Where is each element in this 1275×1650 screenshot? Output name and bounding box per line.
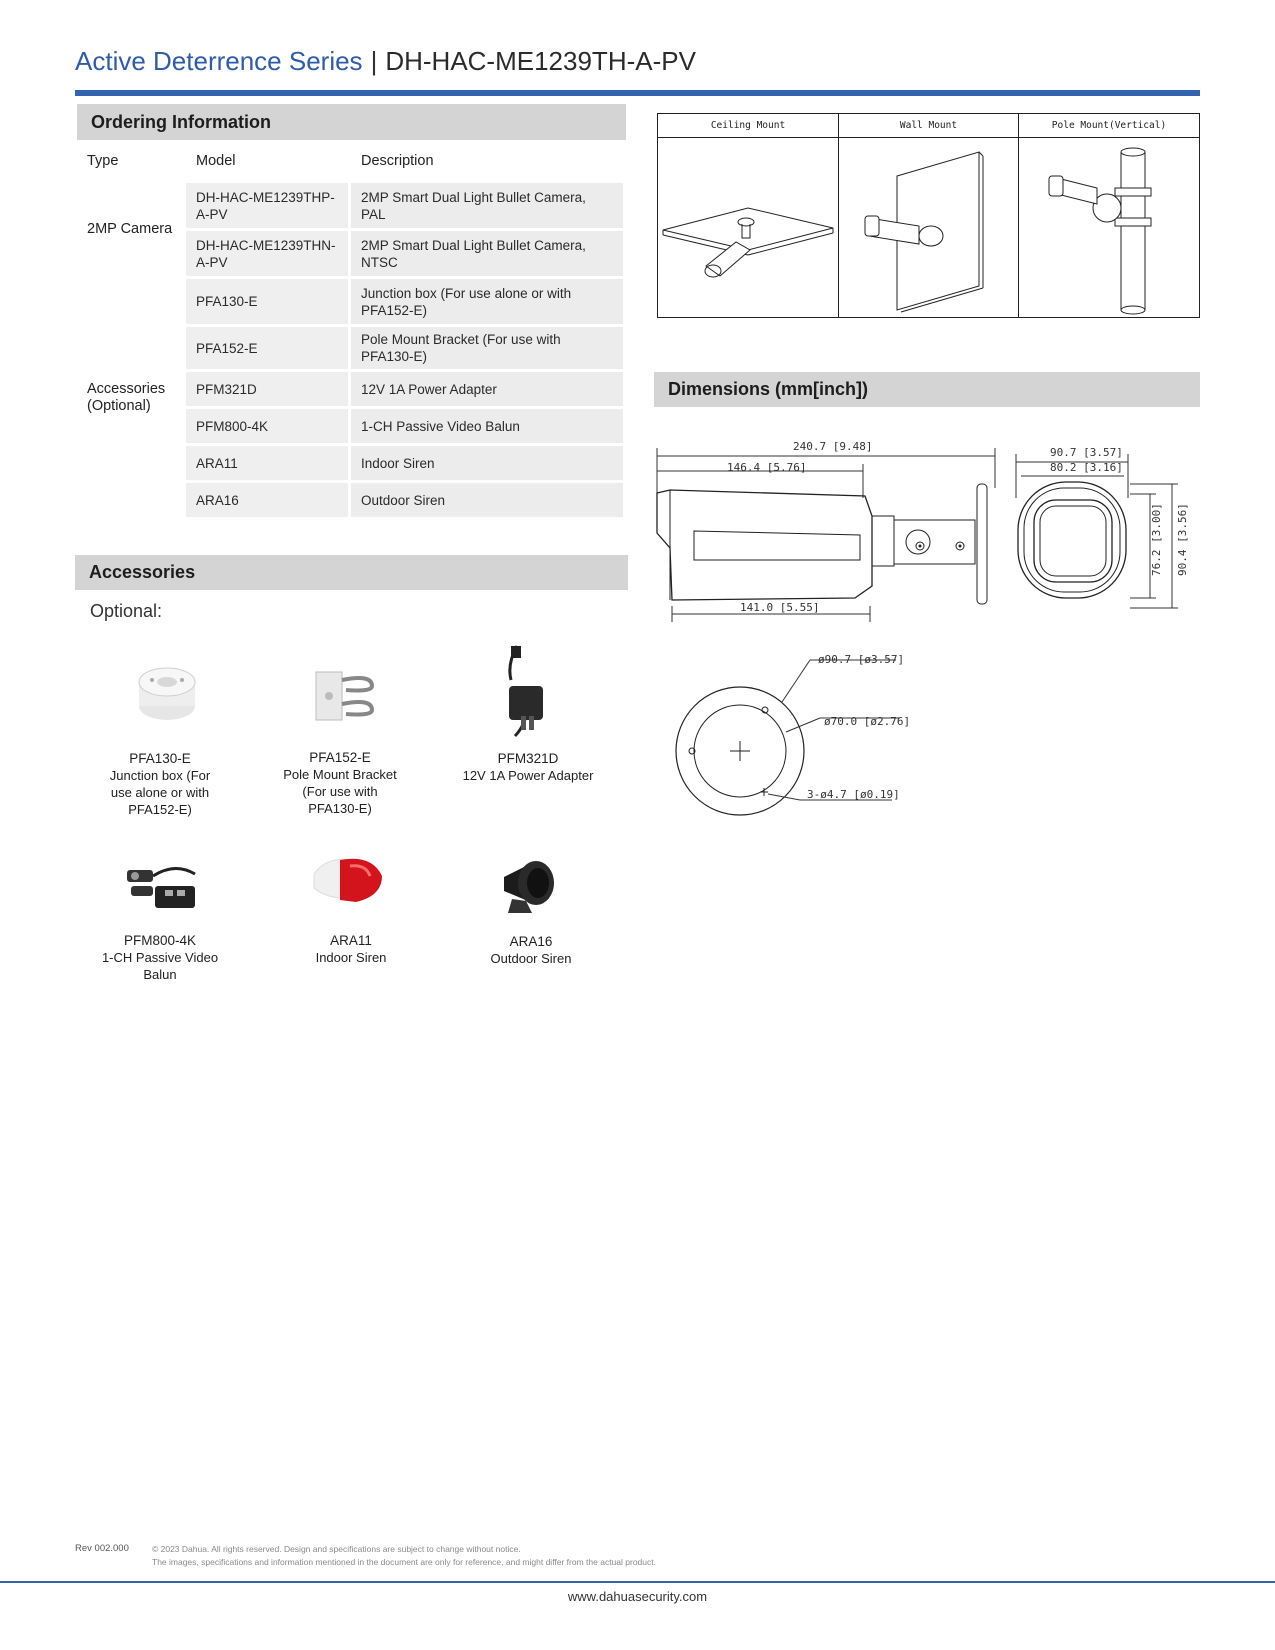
col-description-header: Description [351,143,623,180]
accessory-desc: Indoor Siren [315,950,387,965]
outdoor-siren-icon [498,855,560,917]
col-model-header: Model [186,143,348,180]
dim-body-length: 146.4 [5.76] [727,461,807,474]
dim-width-inner: 80.2 [3.16] [1050,461,1123,474]
junction-box-icon [132,660,202,726]
description-cell: 12V 1A Power Adapter [351,372,623,406]
accessories-title: Accessories [89,562,196,582]
accessory-name: PFA130-E [129,751,191,766]
dim-base-inner-dia: ø70.0 [ø2.76] [824,715,911,728]
wall-mount-drawing [839,138,1019,316]
page-title [75,46,696,77]
ceiling-mount-cell [658,114,839,317]
type-cell-camera: 2MP Camera [77,183,183,276]
accessory-name: PFM800-4K [123,933,197,948]
website-link[interactable]: www.dahuasecurity.com [567,1589,708,1604]
model-cell: PFA130-E [186,279,348,324]
accessory-item [85,750,235,818]
dim-overall-length: 240.7 [9.48] [793,440,873,453]
ordering-title: Ordering Information [91,111,271,132]
copyright-text: © 2023 Dahua. All rights reserved. Design and specifications are subject to change without notice. [152,1544,521,1554]
pole-mount-cell [1019,114,1199,317]
accessory-item [448,750,608,784]
model-cell: PFM321D [186,372,348,406]
accessory-name: ARA11 [330,933,372,948]
accessory-name: ARA16 [509,934,553,949]
indoor-siren-icon [310,852,386,908]
dim-base-outer-dia: ø90.7 [ø3.57] [818,653,905,666]
table-header-row [77,143,623,180]
model-cell: DH-HAC-ME1239THP-A-PV [186,183,348,228]
pole-mount-label: Pole Mount(Vertical) [1019,114,1199,138]
model-cell: PFM800-4K [186,409,348,443]
pole-mount-drawing [1019,138,1199,316]
title-separator: | [370,46,378,76]
power-adapter-icon [495,644,555,740]
dim-height-outer: 90.4 [3.56] [1176,503,1189,576]
series-name: Active Deterrence Series [75,46,363,76]
accessory-desc: Outdoor Siren [490,951,572,966]
accessory-name: PFM321D [497,751,559,766]
dimension-drawing [650,438,1210,818]
table-row [77,183,623,228]
description-cell: Junction box (For use alone or with PFA152-E) [351,279,623,324]
revision-label: Rev 002.000 [75,1543,129,1554]
video-balun-icon [125,860,203,912]
dimensions-section-header [654,372,1200,407]
dim-height-inner: 76.2 [3.00] [1150,503,1163,576]
description-cell: 2MP Smart Dual Light Bullet Camera, NTSC [351,231,623,276]
description-cell: Indoor Siren [351,446,623,480]
description-cell: Pole Mount Bracket (For use with PFA130-E) [351,327,623,369]
ceiling-mount-label: Ceiling Mount [658,114,838,138]
accessory-name: PFA152-E [309,750,371,765]
accessory-desc: Junction box (For use alone or with PFA152-E) [109,768,211,817]
dim-bottom-length: 141.0 [5.55] [740,601,820,614]
accessory-item [265,749,415,817]
dim-base-holes: 3-ø4.7 [ø0.19] [807,788,900,801]
dimensions-title: Dimensions (mm[inch]) [668,379,869,399]
col-type-header: Type [77,143,183,180]
dim-width-outer: 90.7 [3.57] [1050,446,1123,459]
description-cell: 2MP Smart Dual Light Bullet Camera, PAL [351,183,623,228]
ceiling-mount-drawing [658,138,839,316]
model-cell: ARA11 [186,446,348,480]
model-name: DH-HAC-ME1239TH-A-PV [385,46,696,76]
model-cell: ARA16 [186,483,348,517]
ordering-table [74,140,626,520]
table-row [77,279,623,324]
model-cell: DH-HAC-ME1239THN-A-PV [186,231,348,276]
description-cell: Outdoor Siren [351,483,623,517]
accessory-desc: 1-CH Passive Video Balun [101,950,219,982]
accessory-desc: Pole Mount Bracket (For use with PFA130-E) [283,767,397,816]
footer-rule [0,1581,1275,1583]
model-cell: PFA152-E [186,327,348,369]
pole-bracket-icon [310,668,380,724]
wall-mount-cell [839,114,1019,317]
accessory-item [85,932,235,983]
accessories-section-header [75,555,628,590]
mount-diagrams [657,113,1200,318]
ordering-section-header [77,104,626,140]
disclaimer-text: The images, specifications and information mentioned in the document are only for reference, and might differ from the actual product. [152,1557,656,1567]
accessory-desc: 12V 1A Power Adapter [462,768,594,783]
optional-label: Optional: [90,601,163,621]
wall-mount-label: Wall Mount [839,114,1018,138]
type-cell-accessories: Accessories (Optional) [77,279,183,517]
description-cell: 1-CH Passive Video Balun [351,409,623,443]
header-rule [75,90,1200,96]
accessory-item [276,932,426,966]
accessory-item [456,933,606,967]
